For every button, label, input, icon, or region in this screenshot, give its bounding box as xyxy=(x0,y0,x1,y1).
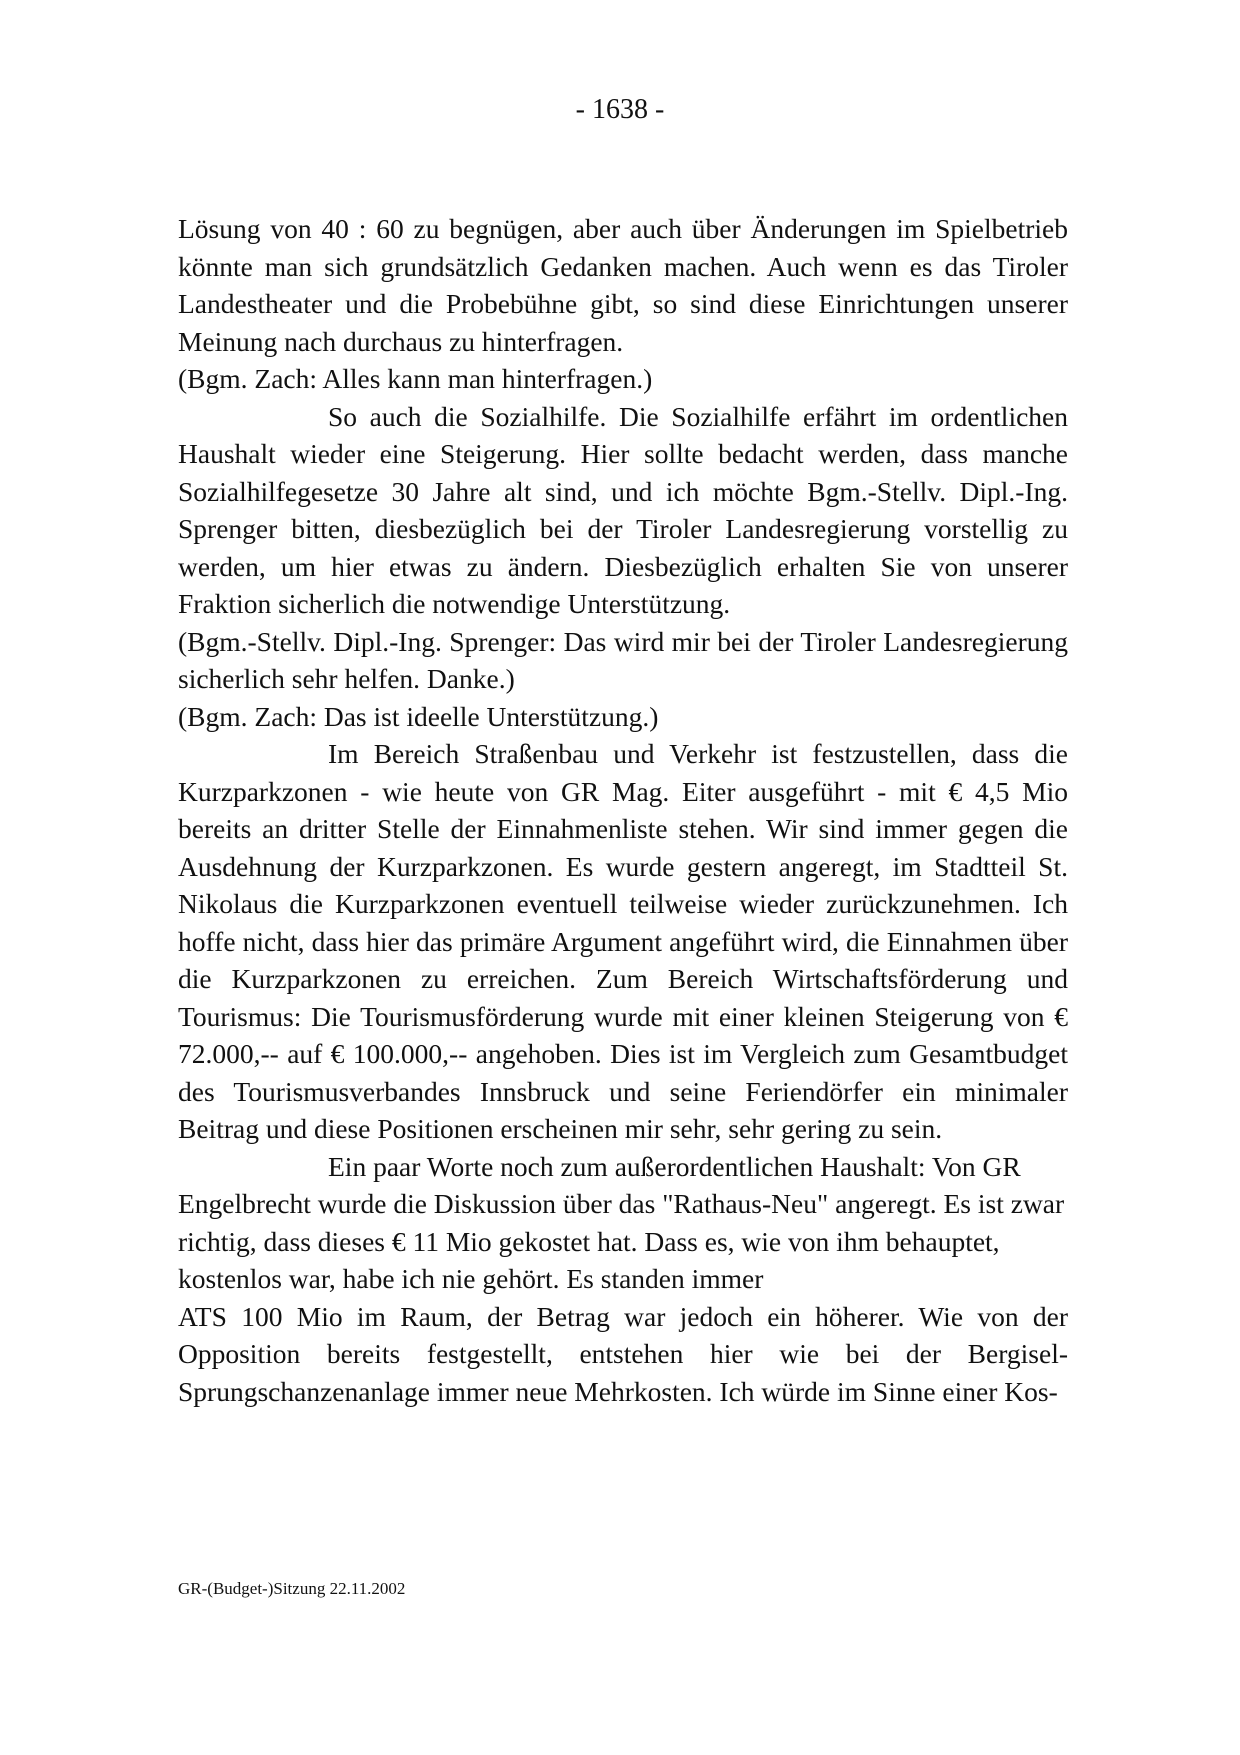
paragraph: Im Bereich Straßenbau und Verkehr ist festzustellen, dass die Kurzparkzonen - wie heute von GR Mag. Eiter ausgeführt - mit € 4,5 Mio bereits an dritter Stelle der Einnahmenliste stehen. Wir sind immer gegen die Ausdehnung der Kurzparkzonen. Es wurde gestern angeregt, im Stadtteil St. Nikolaus die Kurzparkzonen eventuell teilweise wieder zurückzunehmen. Ich hoffe nicht, dass hier das primäre Argument angeführt wird, die Einnahmen über die Kurzparkzonen zu erreichen. Zum Bereich Wirtschaftsförderung und Tourismus: Die Tourismusförderung wurde mit einer kleinen Steigerung von € 72.000,-- auf € 100.000,-- angehoben. Dies ist im Vergleich zum Gesamtbudget des Tourismusverbandes Innsbruck und seine Feriendörfer ein minimaler Beitrag und diese Positionen erscheinen mir sehr, sehr gering zu sein. xyxy=(178,738,1068,1144)
document-body xyxy=(178,210,1068,1410)
interjection: (Bgm.-Stellv. Dipl.-Ing. Sprenger: Das wird mir bei der Tiroler Landesregierung sicherlich sehr helfen. Danke.) xyxy=(178,625,1068,694)
page-number: - 1638 - xyxy=(575,94,665,125)
interjection: (Bgm. Zach: Das ist ideelle Unterstützung.) xyxy=(178,700,659,732)
interjection: (Bgm. Zach: Alles kann man hinterfragen.) xyxy=(178,363,653,394)
paragraph: So auch die Sozialhilfe. Die Sozialhilfe erfährt im ordentlichen Haushalt wieder eine Steigerung. Hier sollte bedacht werden, dass manche Sozialhilfegesetze 30 Jahre alt sind, und ich möchte Bgm.-Stellv. Dipl.-Ing. Sprenger bitten, diesbezüglich bei der Tiroler Landesregierung vorstellig zu werden, um hier etwas zu ändern. Diesbezüglich erhalten Sie von unserer Fraktion sicherlich die notwendige Unterstützung. xyxy=(178,400,1068,619)
paragraph: ATS 100 Mio im Raum, der Betrag war jedoch ein höherer. Wie von der Opposition bereits festgestellt, entstehen hier wie bei der Bergisel-Sprungschanzenanlage immer neue Mehrkosten. Ich würde im Sinne einer Kos- xyxy=(178,1300,1068,1407)
footer-session-label: GR-(Budget-)Sitzung 22.11.2002 xyxy=(178,1579,406,1598)
paragraph: Lösung von 40 : 60 zu begnügen, aber auch über Änderungen im Spielbetrieb könnte man sich grundsätzlich Gedanken machen. Auch wenn es das Tiroler Landestheater und die Probebühne gibt, so sind diese Einrichtungen unserer Meinung nach durchaus zu hinterfragen. xyxy=(178,213,1068,357)
paragraph: Ein paar Worte noch zum außerordentlichen Haushalt: Von GR Engelbrecht wurde die Diskussion über das "Rathaus-Neu" angeregt. Es ist zwar richtig, dass dieses € 11 Mio gekostet hat. Dass es, wie von ihm behauptet, kostenlos war, habe ich nie gehört. Es standen immer xyxy=(178,1150,1065,1294)
